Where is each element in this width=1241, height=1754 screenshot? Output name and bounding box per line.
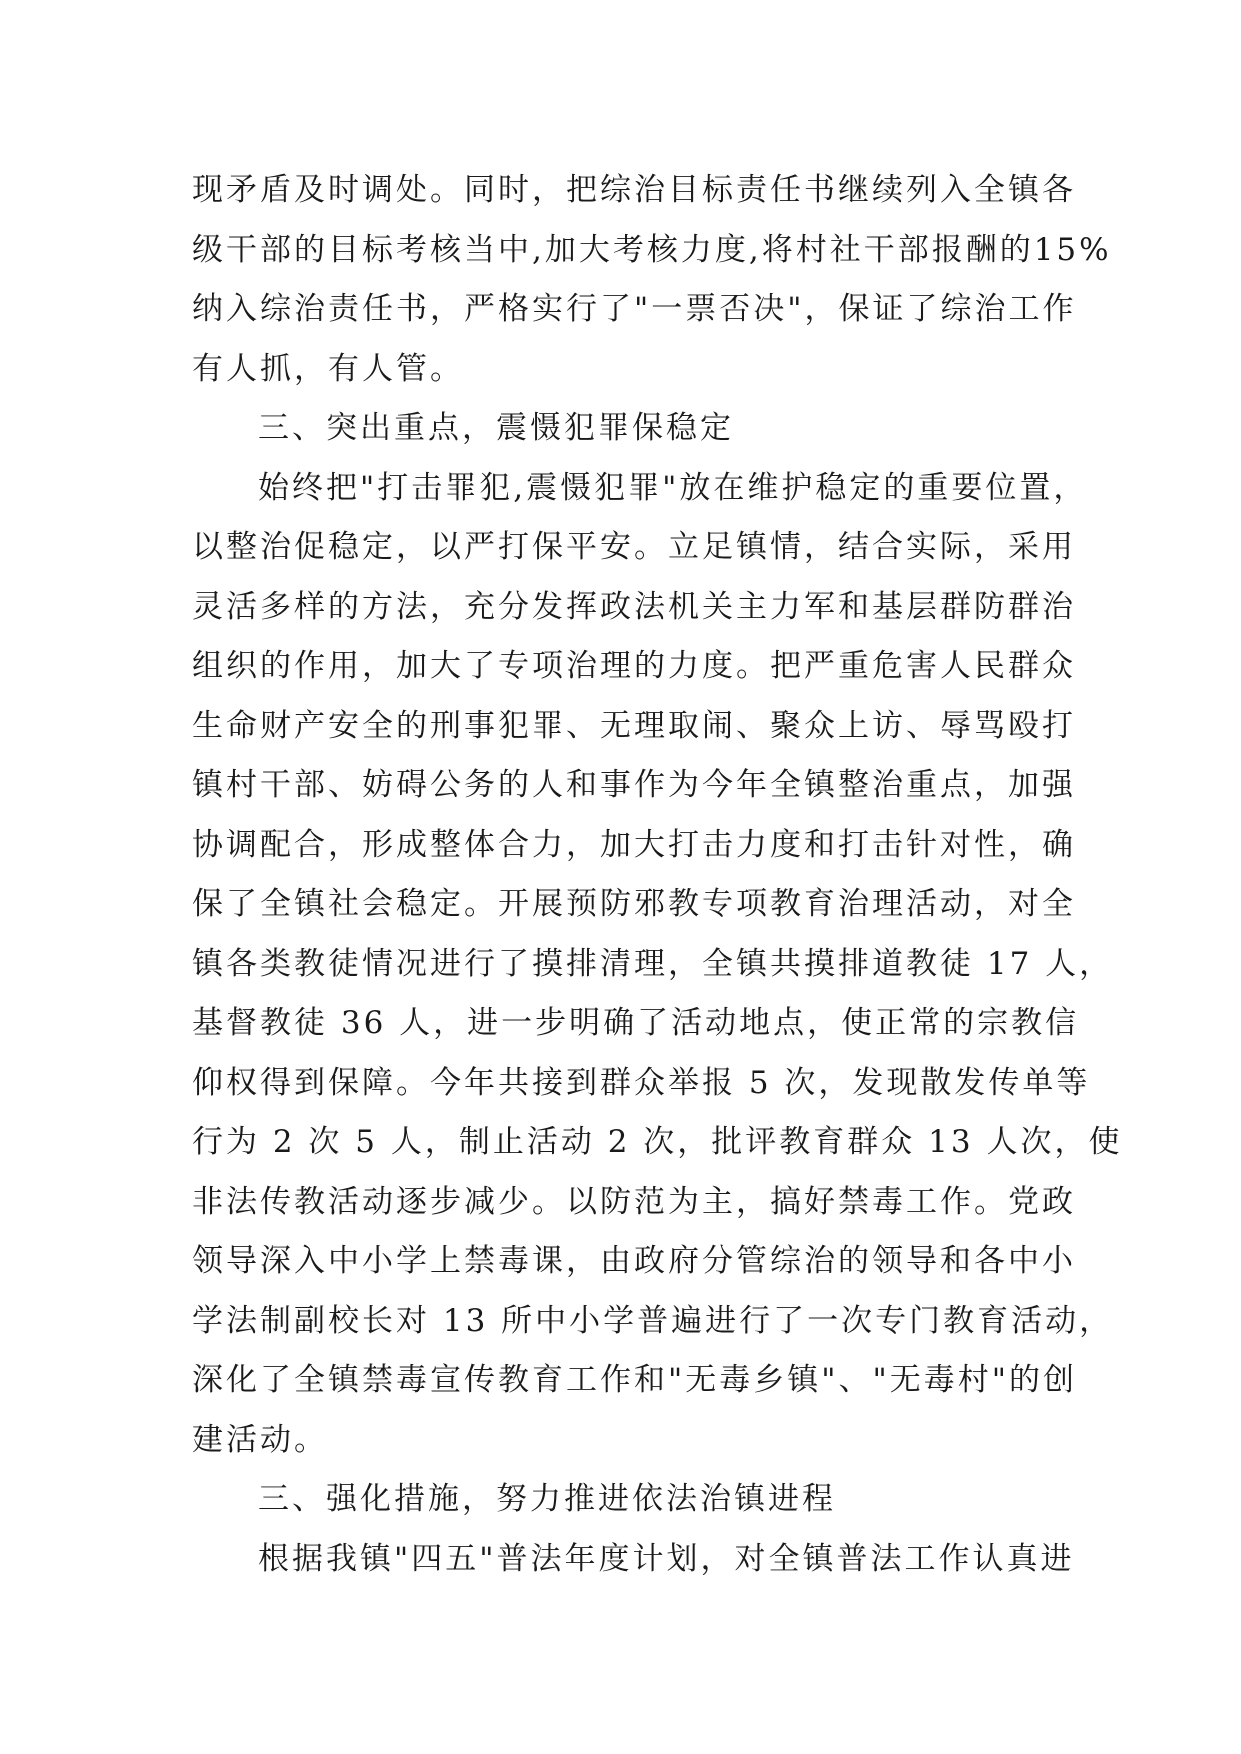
paragraph-line: 建活动。 xyxy=(192,1421,328,1458)
document-body xyxy=(192,161,1123,1589)
paragraph-line: 现矛盾及时调处。同时，把综治目标责任书继续列入全镇各 xyxy=(192,172,1076,208)
paragraph-line: 学法制副校长对 13 所中小学普遍进行了一次专门教育活动， xyxy=(192,1302,1114,1339)
paragraph-line: 根据我镇"四五"普法年度计划，对全镇普法工作认真进 xyxy=(258,1540,1075,1577)
paragraph-line: 深化了全镇禁毒宣传教育工作和"无毒乡镇"、"无毒村"的创 xyxy=(192,1362,1078,1398)
paragraph-line: 生命财产安全的刑事犯罪、无理取闹、聚众上访、辱骂殴打 xyxy=(192,707,1076,744)
paragraph-line: 镇各类教徒情况进行了摸排清理，全镇共摸排道教徒 17 人， xyxy=(192,945,1114,982)
section-heading: 三、强化措施，努力推进依法治镇进程 xyxy=(258,1481,836,1517)
paragraph-line: 协调配合，形成整体合力，加大打击力度和打击针对性，确 xyxy=(192,826,1076,863)
paragraph-line: 非法传教活动逐步减少。以防范为主，搞好禁毒工作。党政 xyxy=(192,1183,1076,1220)
paragraph-line: 仰权得到保障。今年共接到群众举报 5 次，发现散发传单等 xyxy=(192,1064,1091,1101)
paragraph-line: 灵活多样的方法，充分发挥政法机关主力军和基层群防群治 xyxy=(192,588,1076,625)
section-heading: 三、突出重点，震慑犯罪保稳定 xyxy=(258,410,734,446)
paragraph-line: 基督教徒 36 人，进一步明确了活动地点，使正常的宗教信 xyxy=(192,1005,1080,1041)
paragraph-line: 以整治促稳定，以严打保平安。立足镇情，结合实际，采用 xyxy=(192,529,1076,565)
paragraph-line: 有人抓，有人管。 xyxy=(192,350,464,387)
paragraph-line: 保了全镇社会稳定。开展预防邪教专项教育治理活动，对全 xyxy=(192,886,1076,922)
paragraph-line: 始终把"打击罪犯,震慑犯罪"放在维护稳定的重要位置， xyxy=(258,469,1088,506)
paragraph-line: 纳入综治责任书，严格实行了"一票否决"，保证了综治工作 xyxy=(192,291,1077,327)
paragraph-line: 镇村干部、妨碍公务的人和事作为今年全镇整治重点，加强 xyxy=(192,767,1076,803)
paragraph-line: 级干部的目标考核当中,加大考核力度,将村社干部报酬的15% xyxy=(192,231,1112,268)
paragraph-line: 行为 2 次 5 人，制止活动 2 次，批评教育群众 13 人次，使 xyxy=(192,1124,1123,1160)
paragraph-line: 组织的作用，加大了专项治理的力度。把严重危害人民群众 xyxy=(192,648,1076,684)
paragraph-line: 领导深入中小学上禁毒课，由政府分管综治的领导和各中小 xyxy=(192,1243,1076,1279)
